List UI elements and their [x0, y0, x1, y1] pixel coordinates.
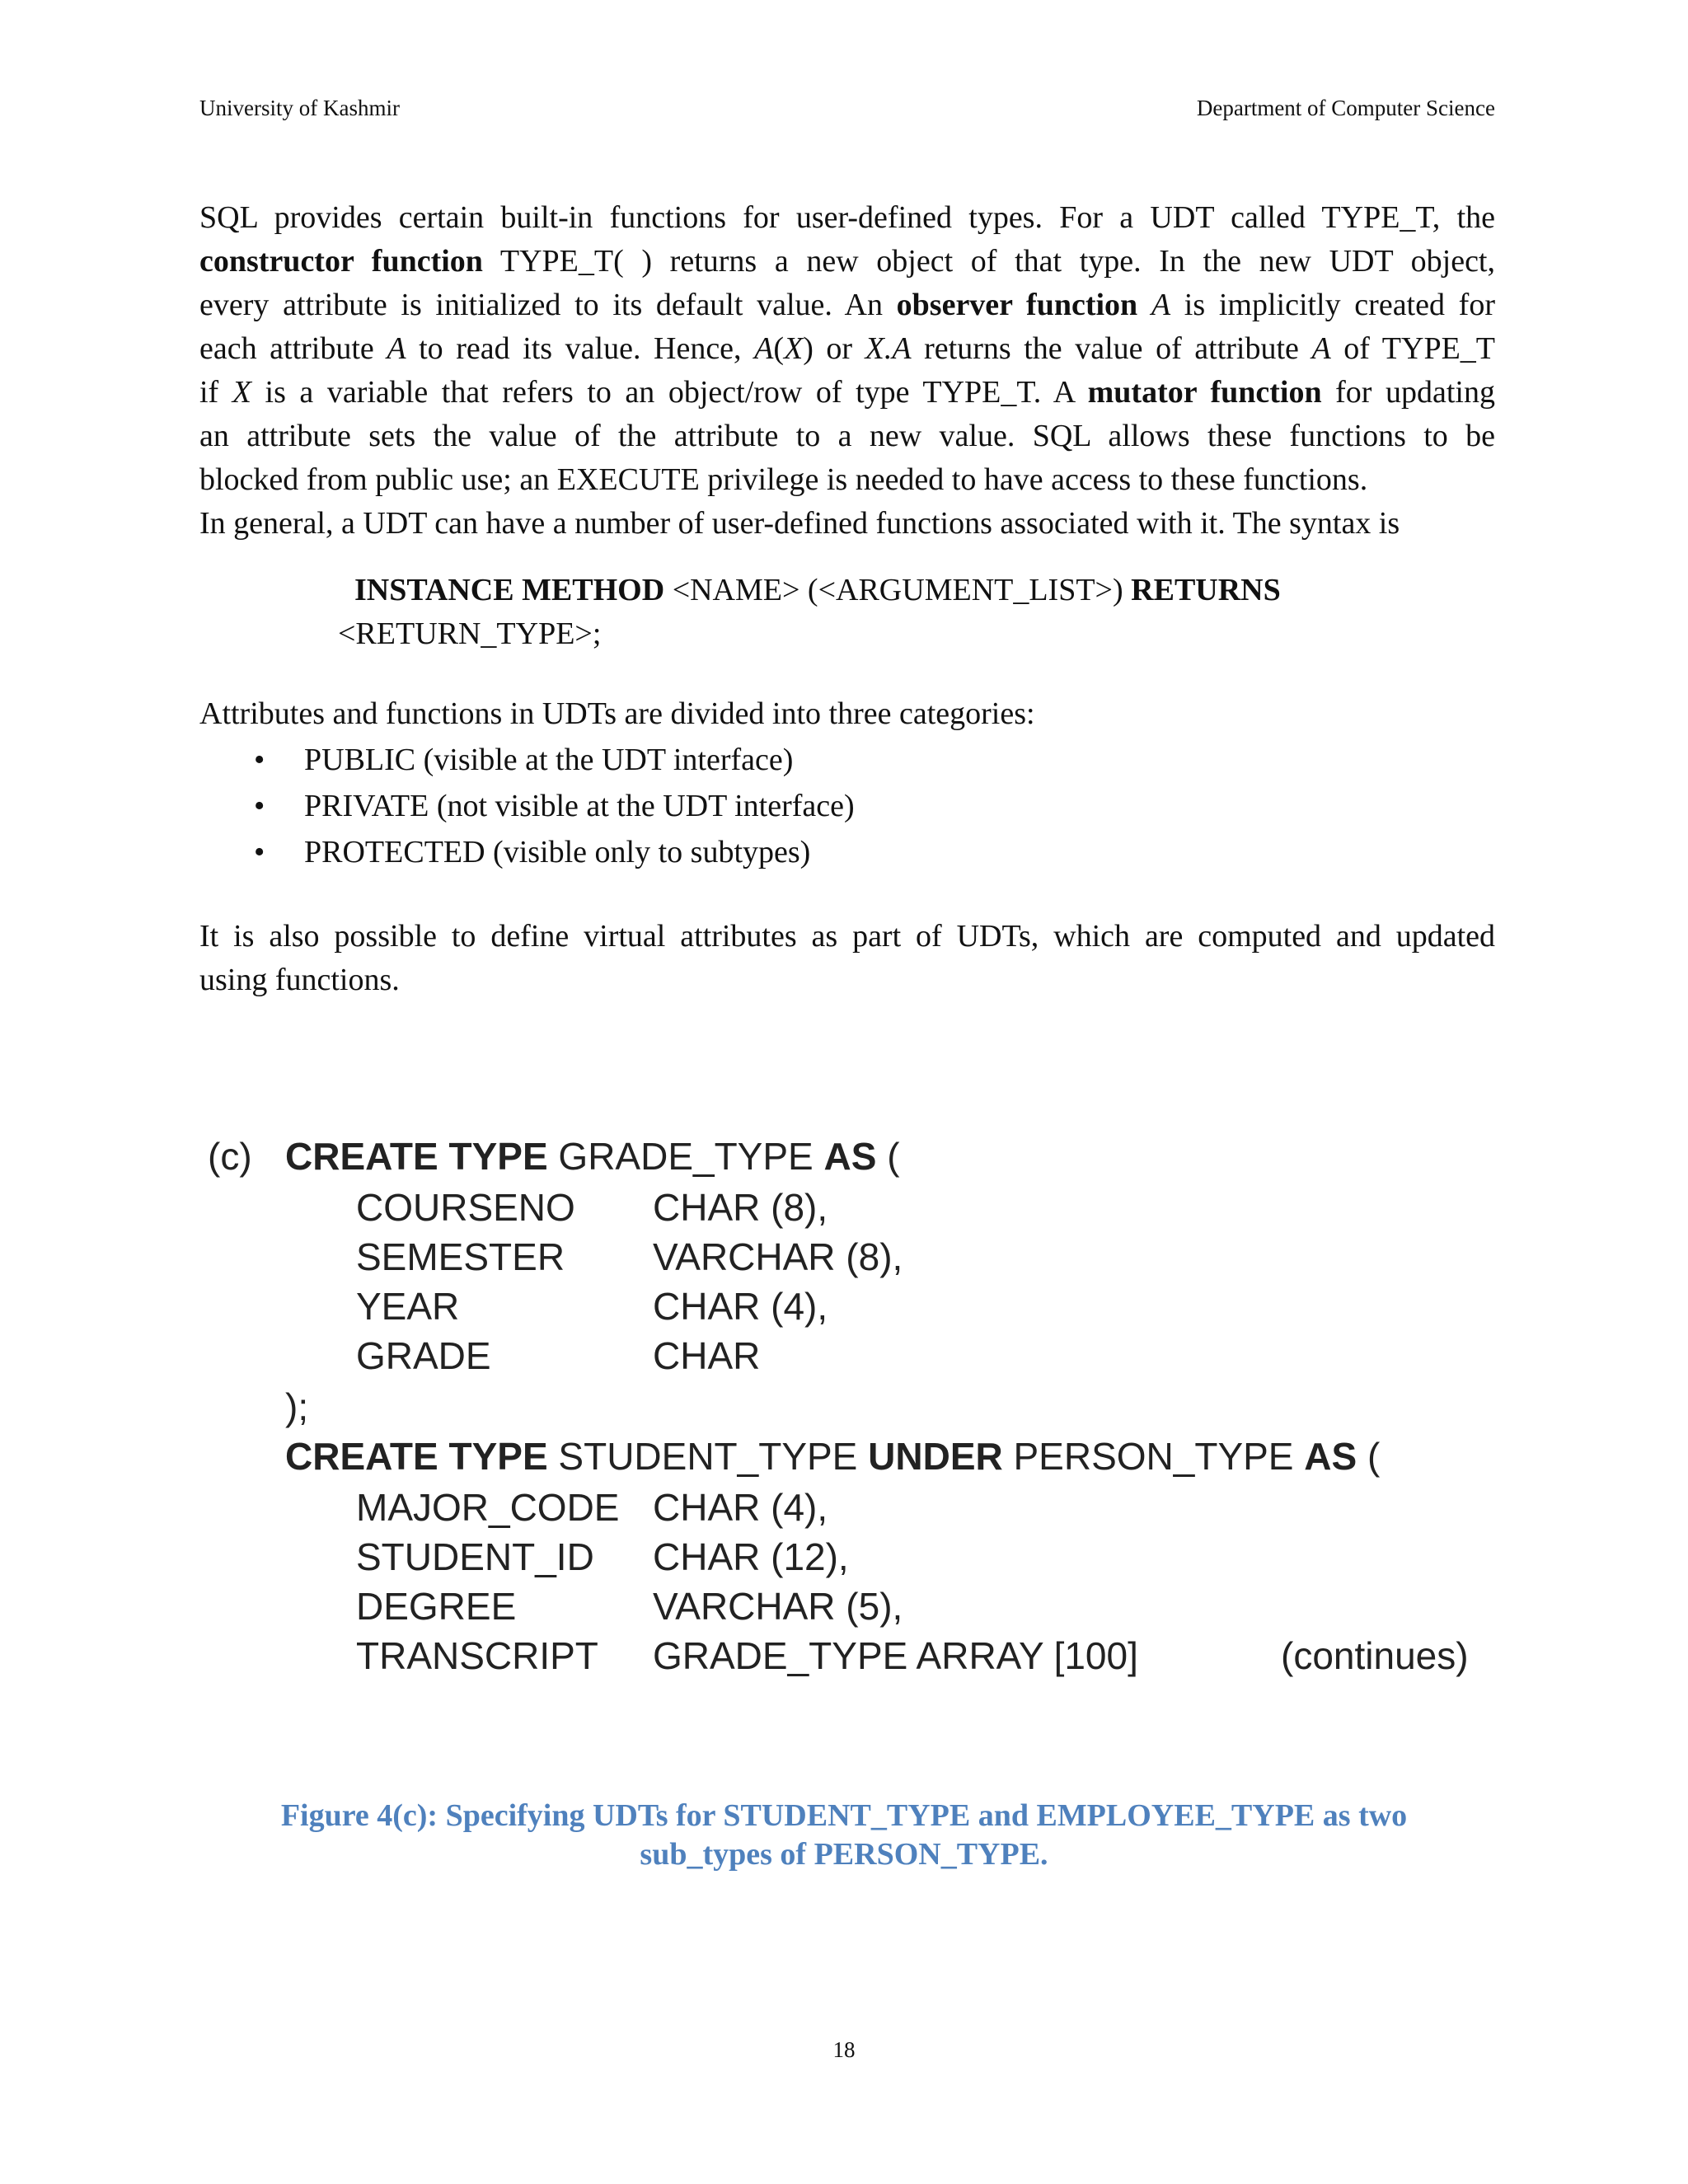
- list-item: • PROTECTED (visible only to subtypes): [199, 829, 1495, 875]
- field-type: CHAR: [653, 1334, 761, 1377]
- figure-caption: [0, 1797, 1688, 1874]
- para1-line: every attribute is initialized to its default value. An observer function A is implicitly created for: [199, 288, 1495, 322]
- header-department: Department of Computer Science: [1196, 96, 1495, 120]
- bullet-icon: •: [254, 835, 265, 869]
- para1-line: SQL provides certain built-in functions for user-defined types. For a UDT called TYPE_T, the: [199, 200, 1495, 235]
- field-name: MAJOR_CODE: [356, 1486, 620, 1529]
- field-name: STUDENT_ID: [356, 1535, 594, 1578]
- caption-line: sub_types of PERSON_TYPE.: [640, 1837, 1048, 1872]
- para1-line: if X is a variable that refers to an object/row of type TYPE_T. A mutator function for updating: [199, 375, 1495, 410]
- para1-line: constructor function TYPE_T( ) returns a new object of that type. In the new UDT object,: [199, 244, 1495, 279]
- syntax-line: <RETURN_TYPE>;: [338, 616, 602, 651]
- para1-line: an attribute sets the value of the attribute to a new value. SQL allows these functions to be: [199, 419, 1495, 453]
- field-type: GRADE_TYPE ARRAY [100]: [653, 1634, 1138, 1677]
- header-university: University of Kashmir: [199, 96, 400, 120]
- field-type: CHAR (12),: [653, 1535, 849, 1578]
- field-name: DEGREE: [356, 1585, 517, 1628]
- field-name: GRADE: [356, 1334, 491, 1377]
- para1-line: each attribute A to read its value. Hence, A(X) or X.A returns the value of attribute A of TYPE_T: [199, 331, 1496, 366]
- field-name: YEAR: [356, 1285, 460, 1328]
- code-close: );: [285, 1385, 309, 1428]
- caption-line: Figure 4(c): Specifying UDTs for STUDENT_TYPE and EMPLOYEE_TYPE as two: [280, 1798, 1408, 1833]
- categories-section: [199, 691, 1495, 875]
- page-number: 18: [832, 2037, 856, 2062]
- categories-intro: Attributes and functions in UDTs are divided into three categories:: [199, 696, 1035, 731]
- list-item: • PUBLIC (visible at the UDT interface): [199, 737, 1495, 783]
- paragraph-virtual-attributes: [199, 915, 1495, 1002]
- term-constructor-function: constructor function: [199, 244, 483, 279]
- paragraph-udt-functions: [199, 196, 1495, 546]
- bullet-icon: •: [254, 743, 265, 777]
- para3-line: using functions.: [199, 963, 400, 997]
- para3-line: It is also possible to define virtual attributes as part of UDTs, which are computed and updated: [199, 919, 1495, 954]
- syntax-line: INSTANCE METHOD <NAME> (<ARGUMENT_LIST>) RETURNS: [354, 573, 1281, 607]
- bullet-icon: •: [254, 789, 265, 823]
- list-item: • PRIVATE (not visible at the UDT interface): [199, 783, 1495, 829]
- continues-note: (continues): [1281, 1634, 1469, 1677]
- code-line-create-grade-type: CREATE TYPE GRADE_TYPE AS (: [285, 1135, 900, 1178]
- code-line-create-student-type: CREATE TYPE STUDENT_TYPE UNDER PERSON_TYPE AS (: [285, 1435, 1381, 1478]
- field-name: COURSENO: [356, 1186, 575, 1229]
- term-observer-function: observer function: [896, 288, 1138, 322]
- para1-line: In general, a UDT can have a number of user-defined functions associated with it. The syntax is: [199, 506, 1400, 541]
- field-type: CHAR (4),: [653, 1486, 828, 1529]
- categories-list: [199, 737, 1495, 875]
- field-type: CHAR (8),: [653, 1186, 828, 1229]
- field-type: CHAR (4),: [653, 1285, 828, 1328]
- field-name: TRANSCRIPT: [356, 1634, 598, 1677]
- term-mutator-function: mutator function: [1087, 375, 1322, 410]
- field-name: SEMESTER: [356, 1235, 565, 1278]
- para1-line: blocked from public use; an EXECUTE privilege is needed to have access to these functions.: [199, 462, 1368, 497]
- field-type: VARCHAR (5),: [653, 1585, 903, 1628]
- field-type: VARCHAR (8),: [653, 1235, 903, 1278]
- code-label: (c): [208, 1135, 252, 1178]
